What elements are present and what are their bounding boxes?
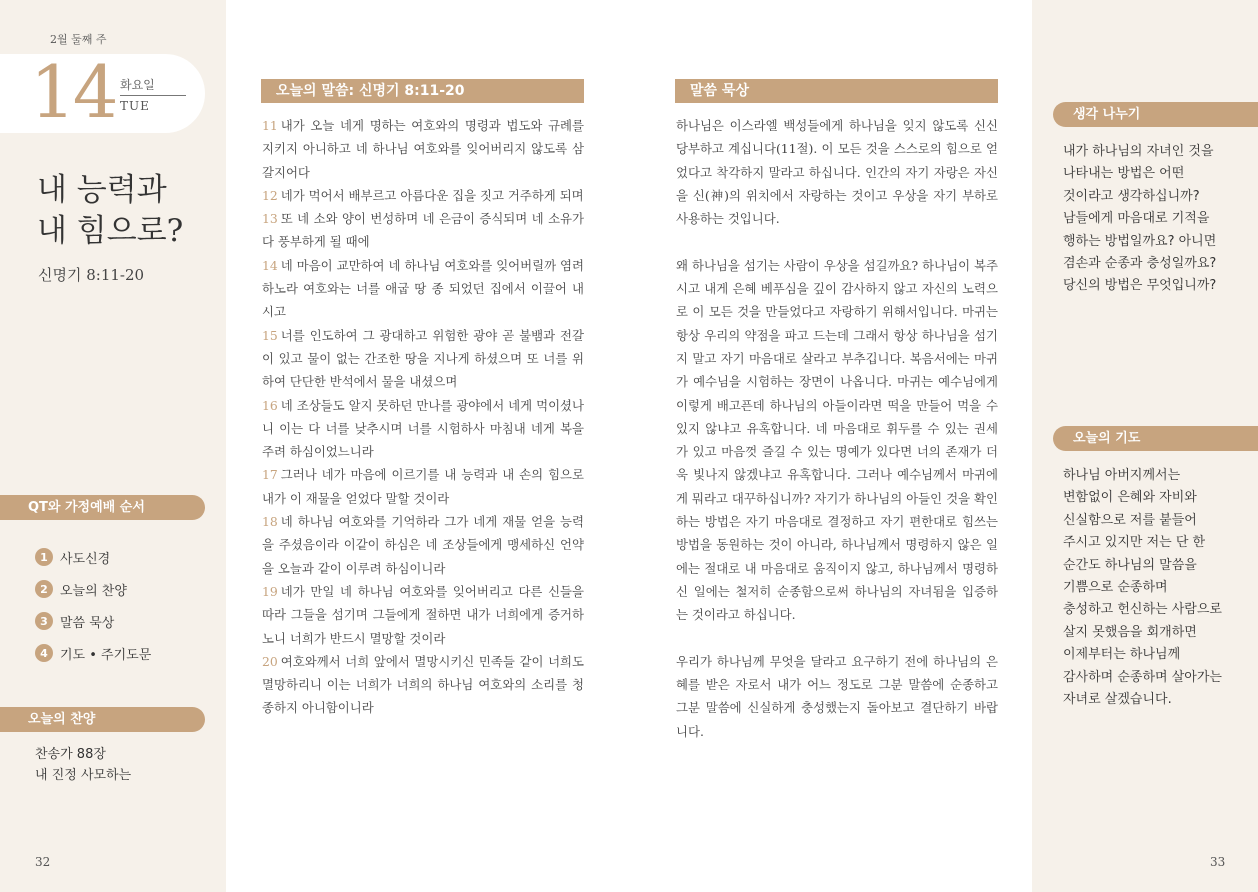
- day-korean: 화요일: [120, 78, 155, 92]
- meditation-text: [676, 114, 998, 766]
- verse-number: 18: [262, 514, 278, 530]
- order-list: [35, 541, 151, 669]
- thoughts-line: 것이라고 생각하십니까?: [1063, 188, 1200, 204]
- verse-number: 14: [262, 257, 278, 273]
- order-item-prayer: [35, 637, 151, 669]
- prayer-line: 감사하며 순종하며 살아가는: [1063, 669, 1222, 685]
- meditation-paragraph: 우리가 하나님께 무엇을 달라고 요구하기 전에 하나님의 은혜를 받은 자로서 내가 어느 정도로 그분 말씀에 순종하고 그분 말씀에 신실하게 충성했는지 돌아보고 결단하기 바랍니다.: [676, 653, 998, 739]
- verse-number: 16: [262, 397, 278, 413]
- thoughts-line: 겸손과 순종과 충성일까요?: [1063, 256, 1217, 272]
- verse-number: 13: [262, 211, 278, 227]
- prayer-line: 기쁨으로 순종하며: [1063, 580, 1168, 596]
- prayer-line: 충성하고 헌신하는 사람으로: [1063, 602, 1222, 618]
- prayer-text: [1063, 465, 1243, 711]
- order-number-badge: 2: [35, 580, 53, 598]
- verse: [262, 211, 584, 249]
- prayer-line: 순간도 하나님의 말씀을: [1063, 557, 1197, 573]
- scripture-text: [262, 114, 584, 720]
- thoughts-line: 내가 하나님의 자녀인 것을: [1063, 144, 1214, 159]
- verse: [262, 398, 584, 460]
- verse: [262, 584, 584, 646]
- order-item-label: 오늘의 찬양: [60, 583, 127, 599]
- page-number-right: 33: [1210, 855, 1226, 869]
- title-line-2: 내 힘으로?: [37, 213, 184, 249]
- verse-number: 11: [262, 118, 278, 133]
- prayer-line: 하나님 아버지께서는: [1063, 468, 1181, 483]
- prayer-line: 이제부터는 하나님께: [1063, 647, 1181, 663]
- thoughts-line: 행하는 방법일까요? 아니면: [1063, 233, 1217, 249]
- verse-text: 너를 인도하여 그 광대하고 위험한 광야 곧 불뱀과 전갈이 있고 물이 없는 간조한 땅을 지나게 하셨으며 또 너를 위하여 단단한 반석에서 물을 내셨으며: [262, 327, 584, 390]
- verse: [262, 118, 584, 180]
- verse-text: 내가 오늘 네게 명하는 여호와의 명령과 법도와 규례를 지키지 아니하고 네 하나님 여호와를 잊어버리지 않도록 삼갈지어다: [262, 118, 584, 180]
- verse-text: 네 조상들도 알지 못하던 만나를 광야에서 네게 먹이셨나니 이는 다 너를 낮추시며 너를 시험하사 마침내 네게 복을 주려 하심이었느니라: [262, 397, 584, 460]
- order-number-badge: 1: [35, 548, 53, 566]
- order-number-badge: 4: [35, 644, 53, 662]
- week-label: 2월 둘째 주: [50, 33, 107, 46]
- hymn-title: 내 진정 사모하는: [35, 768, 132, 783]
- date-number: 14: [30, 50, 116, 134]
- verse: [262, 328, 584, 390]
- hymn-info: [35, 744, 131, 786]
- meditation-paragraph: 하나님은 이스라엘 백성들에게 하나님을 잊지 않도록 신신당부하고 계십니다(11절). 이 모든 것을 스스로의 힘으로 얻었다고 착각하지 말라고 하십니다. 인간의 자기 자랑은 자신을 신(神)의 위치에서 자랑하는 것이고 우상을 자기 부하로 사용하는 것입니다.: [676, 118, 998, 227]
- day-english: TUE: [120, 99, 150, 113]
- verse-number: 20: [262, 653, 278, 669]
- order-item-label: 기도 • 주기도문: [60, 647, 152, 663]
- verse-number: 17: [262, 467, 278, 483]
- order-item-label: 사도신경: [60, 551, 111, 567]
- prayer-line: 변함없이 은혜와 자비와: [1063, 490, 1197, 506]
- order-item-meditation: [35, 605, 151, 637]
- order-header: QT와 가정예배 순서: [0, 495, 205, 520]
- verse-text: 그러나 네가 마음에 이르기를 내 능력과 내 손의 힘으로 내가 이 재물을 얻었다 말할 것이라: [262, 467, 584, 506]
- meditation-header: 말씀 묵상: [675, 79, 998, 103]
- verse-text: 네가 먹어서 배부르고 아름다운 집을 짓고 거주하게 되며: [280, 187, 584, 203]
- title-line-1: 내 능력과: [37, 172, 167, 208]
- prayer-line: 자녀로 살겠습니다.: [1063, 692, 1172, 708]
- prayer-header: 오늘의 기도: [1053, 426, 1258, 451]
- verse-text: 여호와께서 너희 앞에서 멸망시키신 민족들 같이 너희도 멸망하리니 이는 너희가 너희의 하나님 여호와의 소리를 청종하지 아니함이니라: [262, 653, 584, 716]
- verse: [262, 258, 584, 320]
- hymn-number: 찬송가 88장: [35, 747, 106, 762]
- date-divider: [120, 95, 186, 96]
- order-item-apostles-creed: [35, 541, 151, 573]
- thoughts-text: [1063, 141, 1243, 298]
- order-item-label: 말씀 묵상: [60, 615, 115, 631]
- verse-number: 12: [262, 187, 278, 203]
- prayer-line: 주시고 있지만 저는 단 한: [1063, 535, 1206, 551]
- verse-text: 네 하나님 여호와를 기억하라 그가 네게 재물 얻을 능력을 주셨음이라 이같이 하심은 네 조상들에게 맹세하신 언약을 오늘과 같이 이루려 하심이니라: [262, 514, 584, 576]
- verse-text: 또 네 소와 양이 번성하며 네 은금이 증식되며 네 소유가 다 풍부하게 될 때에: [262, 211, 584, 250]
- meditation-paragraph: 왜 하나님을 섬기는 사람이 우상을 섬길까요? 하나님이 복주시고 내게 은혜 베푸심을 깊이 감사하지 않고 자신의 노력으로 이 모든 것을 만들었다고 자랑하기 위해서입니다. 마귀는 항상 우리의 약점을 파고 드는데 그래서 항상 하나님을 섬기지 말고 자기 마음대로 살라고 부추깁니다. 복음서에는 마귀가 예수님을 시험하는 장면이 나옵니다. 마귀는 예수님에게 이렇게 배고픈데 하나님의 아들이라면 떡을 만들어 먹을 수 있지 않냐고 유혹합니다. 네 마음대로 휘두를 수 있는 권세가 있고 마음껏 즐길 수 있는 명예가 있다면 너의 존재가 더욱 빛나지 않겠냐고 유혹합니다. 그러나 예수님께서 마귀에게 뭐라고 대꾸하십니까? 자기가 하나님의 아들인 것을 확인하는 방법은 자기 마음대로 결정하고 자기 편한대로 힘쓰는 방법을 동원하는 것이 아니라, 하나님께서 명령하지 않은 일에는 절대로 내 마음대로 움직이지 않고, 하나님께서 명령하신 일에는 철저히 순종함으로써 하나님의 자녀됨을 입증하는 것이라고 하십니다.: [676, 257, 998, 623]
- order-item-hymn: [35, 573, 151, 605]
- hymn-header: 오늘의 찬양: [0, 707, 205, 732]
- verse-text: 네가 만일 네 하나님 여호와를 잊어버리고 다른 신들을 따라 그들을 섬기며 그들에게 절하면 내가 너희에게 증거하노니 너희가 반드시 멸망할 것이라: [262, 583, 584, 646]
- thoughts-header: 생각 나누기: [1053, 102, 1258, 127]
- prayer-line: 신실함으로 저를 붙들어: [1063, 512, 1197, 528]
- thoughts-line: 남들에게 마음대로 기적을: [1063, 211, 1210, 227]
- verse: [262, 188, 584, 203]
- page-number-left: 32: [35, 855, 51, 869]
- verse-text: 네 마음이 교만하여 네 하나님 여호와를 잊어버릴까 염려하노라 여호와는 너를 애굽 땅 종 되었던 집에서 이끌어 내시고: [262, 257, 584, 320]
- thoughts-line: 당신의 방법은 무엇입니까?: [1063, 278, 1217, 294]
- verse-number: 15: [262, 327, 278, 343]
- verse: [262, 514, 584, 576]
- order-number-badge: 3: [35, 612, 53, 630]
- title-reference: 신명기 8:11-20: [38, 266, 145, 284]
- page-title: [37, 170, 183, 252]
- thoughts-line: 나타내는 방법은 어떤: [1063, 166, 1185, 182]
- prayer-line: 살지 못했음을 회개하면: [1063, 624, 1197, 640]
- verse: [262, 467, 584, 505]
- verse: [262, 654, 584, 716]
- verse-number: 19: [262, 583, 278, 599]
- left-sidebar: [0, 0, 226, 892]
- scripture-header: 오늘의 말씀: 신명기 8:11-20: [261, 79, 584, 103]
